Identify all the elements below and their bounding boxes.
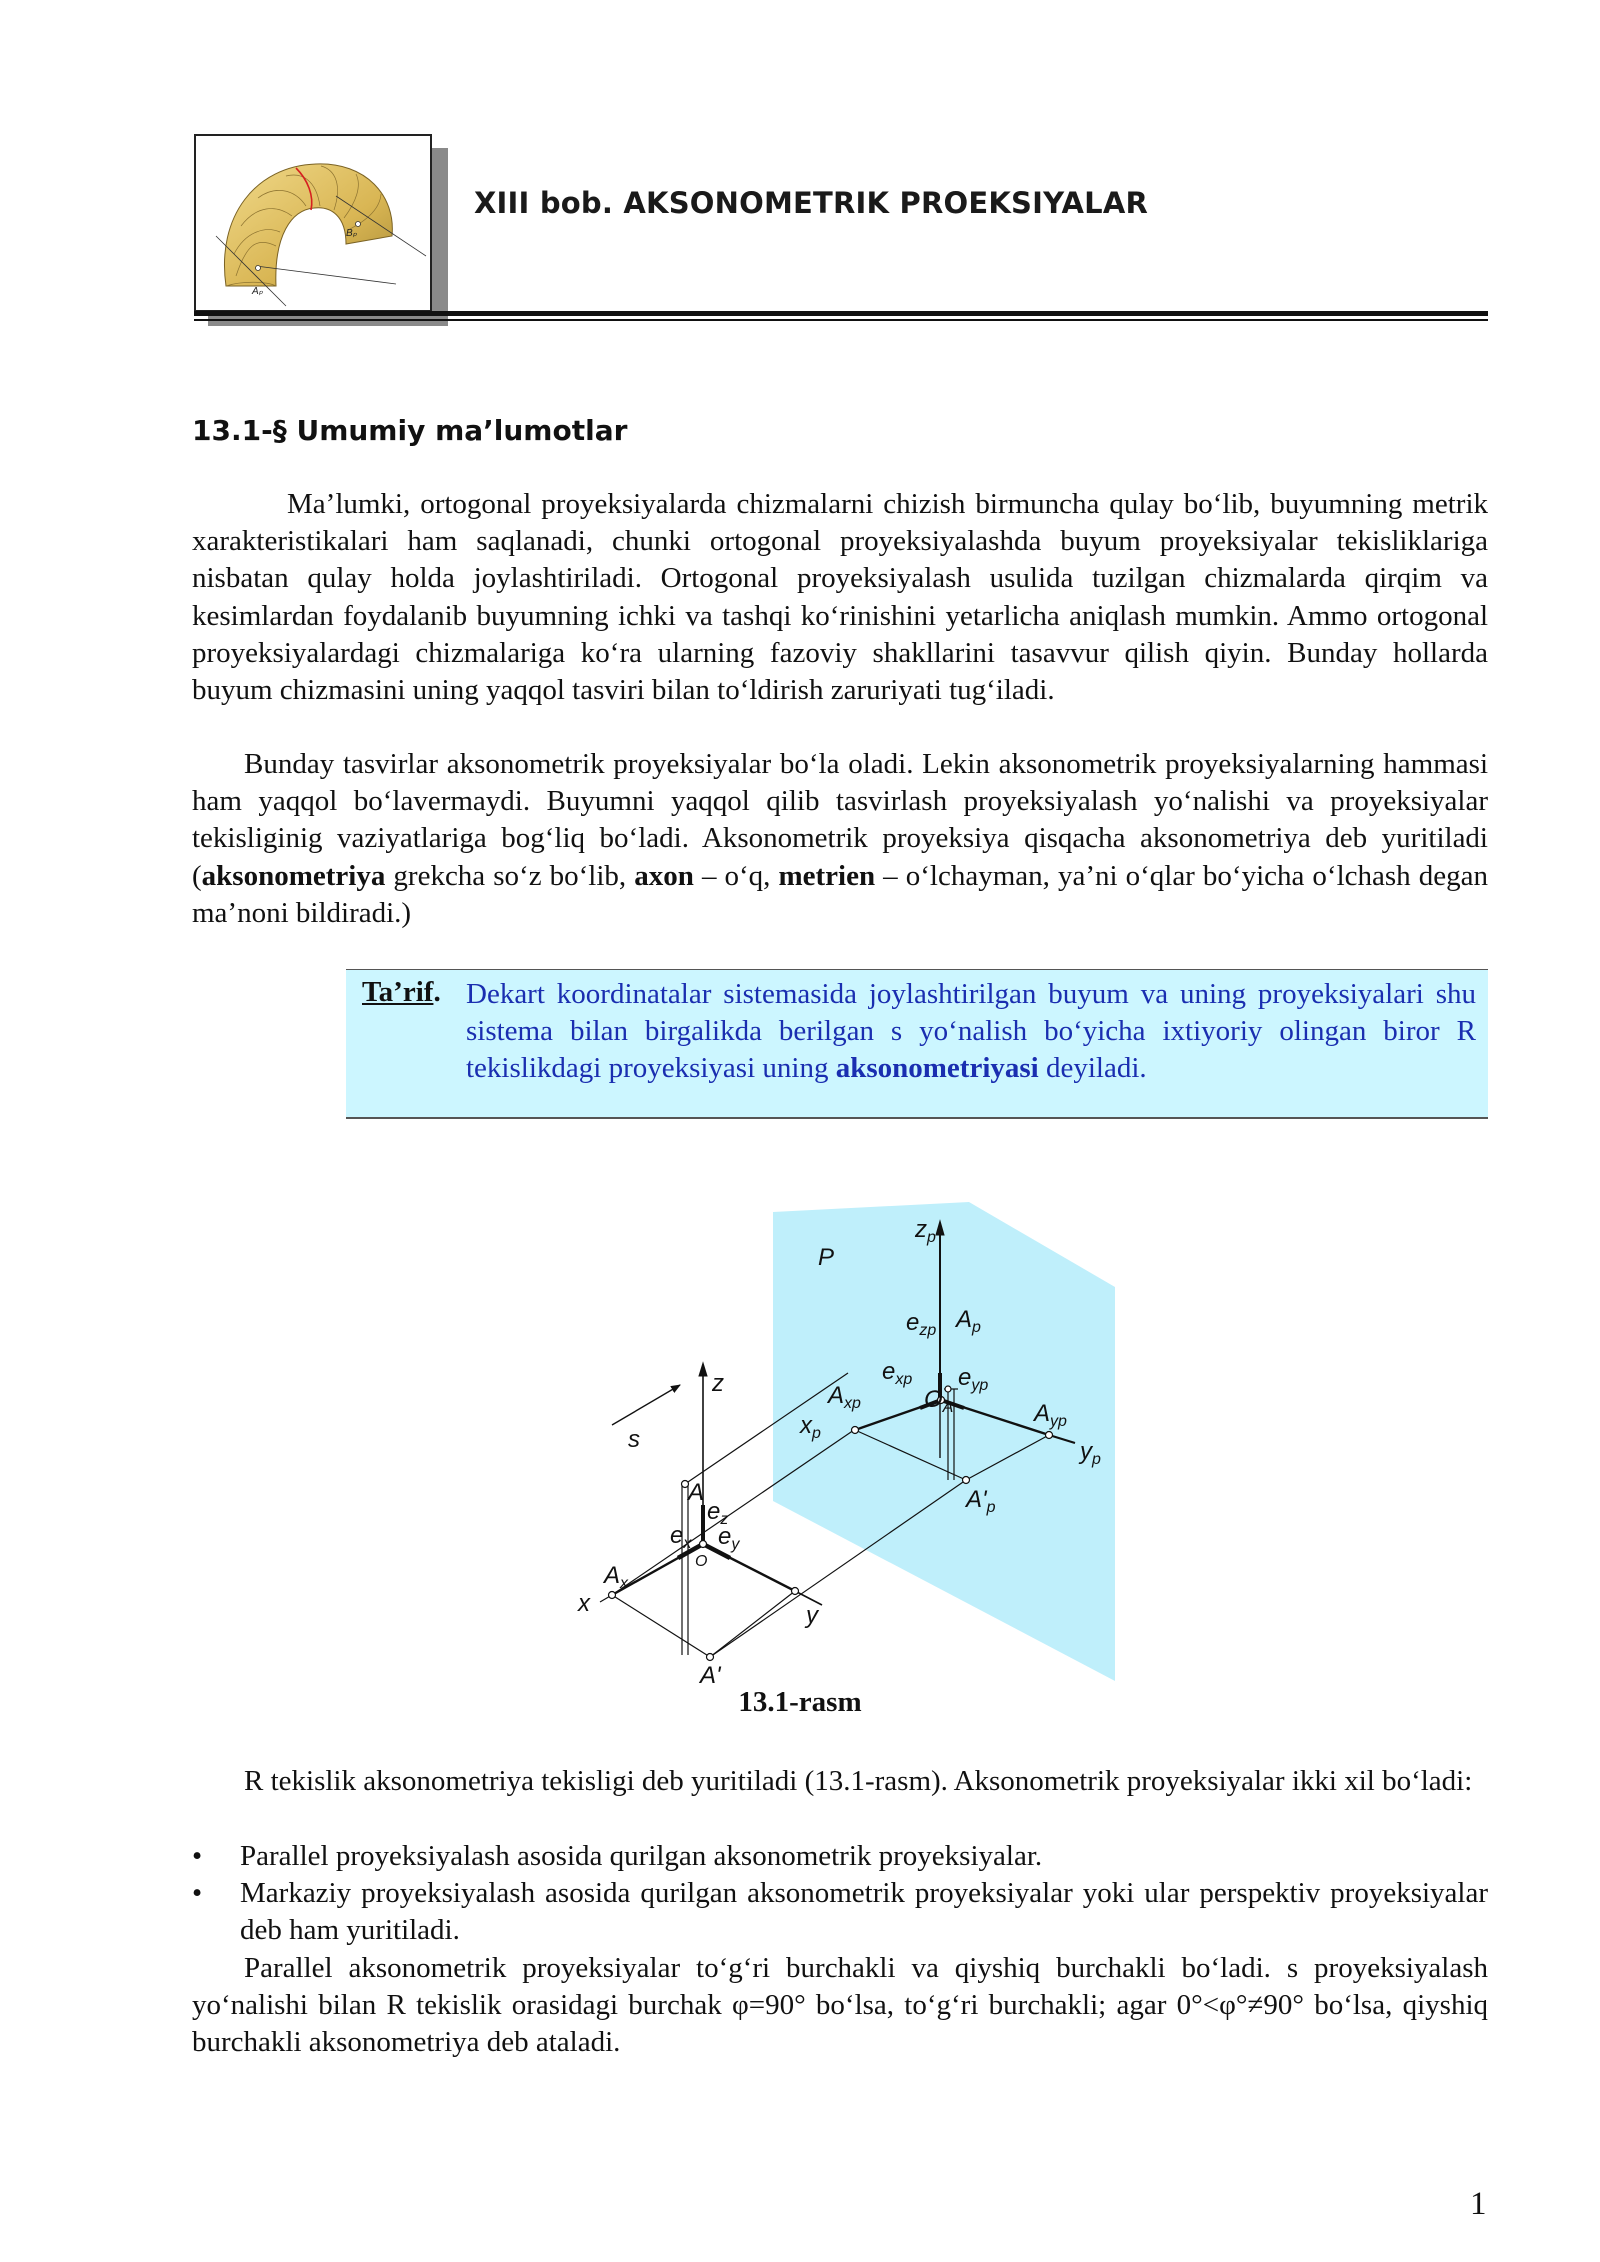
plane-p [773, 1202, 1115, 1681]
label-o: O [695, 1553, 708, 1570]
list-item-text: Parallel proyeksiyalash asosida qurilgan aksonometrik proyeksiyalar. [240, 1840, 1043, 1872]
label-ey: $e_y$ [718, 1523, 740, 1553]
label-x: x [578, 1590, 590, 1617]
label-y: y [806, 1602, 818, 1629]
thumbnail-label-a: Aₚ [252, 286, 263, 297]
header-rule-thick [194, 311, 1488, 316]
label-xp: $x_p$ [800, 1412, 821, 1442]
label-ap: $A_p$ [956, 1306, 981, 1336]
section-title: 13.1-§ Umumiy ma’lumotlar [192, 414, 628, 447]
point-apprime-p [963, 1477, 970, 1484]
term-metrien: metrien [778, 859, 876, 892]
header-rule-thin [194, 319, 1488, 321]
label-ayp: $A_{yp}$ [1034, 1400, 1067, 1430]
chapter-title: XIII bob. AKSONOMETRIK PROEKSIYALAR [474, 186, 1149, 220]
bullet-icon: • [192, 1840, 203, 1872]
label-ez: $e_z$ [707, 1498, 729, 1528]
label-exp: $e_{xp}$ [882, 1358, 913, 1388]
definition-label [362, 976, 441, 1009]
point-aprime [707, 1654, 714, 1661]
point-ap [945, 1386, 951, 1392]
label-ax: $A_x$ [604, 1562, 629, 1592]
point-ay [792, 1588, 799, 1595]
label-zp: $z_p$ [915, 1216, 936, 1246]
definition-end: deyiladi. [1038, 1052, 1147, 1085]
paragraph-axonometry-start: Bunday tasvirlar aksonometrik proyeksiyalar bo‘la oladi. Lekin aksonometrik proyeksiyalarning hammasi ham yaqqol bo‘lavermaydi. Buyumni yaqqol qilib tasvirlash proyeksiyalash yo‘nalishi va proyeksiyalar tekisliginig vaziyatlariga bog‘liq bo‘ladi. Aksonometrik proyeksiya qisqacha aksonometriya deb yuritiladi ( [192, 748, 1488, 892]
paragraph-parallel: Parallel aksonometrik proyeksiyalar to‘g‘ri burchakli va qiyshiq burchakli bo‘ladi. s proyeksiyalash yo‘nalishi bilan R tekislik orasidagi burchak φ=90° bo‘lsa, to‘g‘ri burchakli; agar 0°<φ°≠90° bo‘lsa, qiyshiq burchakli aksonometriya deb ataladi. [192, 1952, 1488, 2059]
definition-label-dot: . [433, 976, 441, 1008]
page-number: 1 [1470, 2186, 1487, 2222]
axonometry-figure [560, 1195, 1120, 1685]
point-o [700, 1541, 707, 1548]
label-apprime-p: $A'_p$ [966, 1486, 996, 1516]
paragraph-axonometry-mid1: grekcha so‘z bo‘lib, [385, 859, 635, 892]
point-ayp [1046, 1432, 1053, 1439]
label-eyp: $e_{yp}$ [958, 1364, 989, 1394]
link-aprime-ay [710, 1591, 795, 1657]
label-axp: $A_{xp}$ [828, 1382, 861, 1412]
list-item-text: Markaziy proyeksiyalash asosida qurilgan aksonometrik proyeksiyalar yoki ular perspektiv proyeksiyalar deb ham yuritiladi. [240, 1877, 1488, 1947]
paragraph-plane: R tekislik aksonometriya tekisligi deb yuritiladi (13.1-rasm). Aksonometrik proyeksiyalar ikki xil bo‘ladi: [244, 1765, 1473, 1797]
term-aksonometriya: aksonometriya [201, 859, 386, 892]
label-ezp: $e_{zp}$ [906, 1309, 937, 1339]
label-yp: $y_p$ [1080, 1438, 1101, 1468]
label-a: A [688, 1479, 705, 1506]
thumbnail-label-b: Bₚ [346, 228, 357, 239]
chapter-thumbnail [194, 134, 432, 312]
label-oa: $O_A$ [924, 1386, 954, 1416]
projection-types-list [192, 1838, 1488, 1950]
definition-body: Dekart koordinatalar sistemasida joylashtirilgan buyum va uning proyeksiyalari shu sistema bilan birgalikda berilgan s yo‘nalish bo‘yicha ixtiyoriy olingan biror R tekislikdagi proyeksiyasi uning [466, 978, 1476, 1085]
label-z: z [712, 1370, 724, 1397]
link-ax-aprime [612, 1595, 710, 1657]
point-axp [852, 1427, 859, 1434]
paragraph-axonometry-end: – o‘lchayman, ya’ni o‘qlar bo‘yicha o‘lchash degan ma’noni bildiradi.) [192, 859, 1488, 929]
figure-caption: 13.1-rasm [738, 1686, 862, 1718]
paragraph-axonometry [192, 746, 1488, 932]
definition-label-text: Ta’rif [362, 976, 434, 1008]
definition-text [466, 976, 1476, 1088]
bullet-icon: • [192, 1877, 203, 1910]
paragraph-axonometry-mid2: – o‘q, [693, 859, 779, 892]
term-axon: axon [634, 859, 694, 892]
label-p: P [818, 1244, 835, 1271]
label-s: s [628, 1426, 640, 1453]
paragraph-intro: Ma’lumki, ortogonal proyeksiyalarda chizmalarni chizish birmuncha qulay bo‘lib, buyumning metrik xarakteristikalari ham saqlanadi, chunki ortogonal proyeksiyalashda buyum proyeksiyalar tekisliklariga nisbatan qulay holda joylashtiriladi. Ortogonal proyeksiyalash usulida tuzilgan chizmalarda qirqim va kesimlardan foydalanib buyumning ichki va tashqi ko‘rinishini yetarlicha aniqlash mumkin. Ammo ortogonal proyeksiyalardagi chizmalariga ko‘ra ularning fazoviy shakllarini tasavvur qilish qiyin. Bunday hollarda buyum chizmasini uning yaqqol tasviri bilan to‘ldirish zaruriyati tug‘iladi. [192, 488, 1488, 707]
point-ax [609, 1592, 616, 1599]
list-item [192, 1875, 1488, 1949]
label-aprime: A' [700, 1662, 721, 1685]
list-item [192, 1838, 1488, 1875]
direction-s-arrow [612, 1385, 680, 1425]
axis-z-arrow [699, 1363, 707, 1376]
label-ex: $e_x$ [670, 1522, 692, 1552]
torus-illustration [196, 136, 430, 310]
definition-term: aksonometriyasi [835, 1052, 1039, 1085]
